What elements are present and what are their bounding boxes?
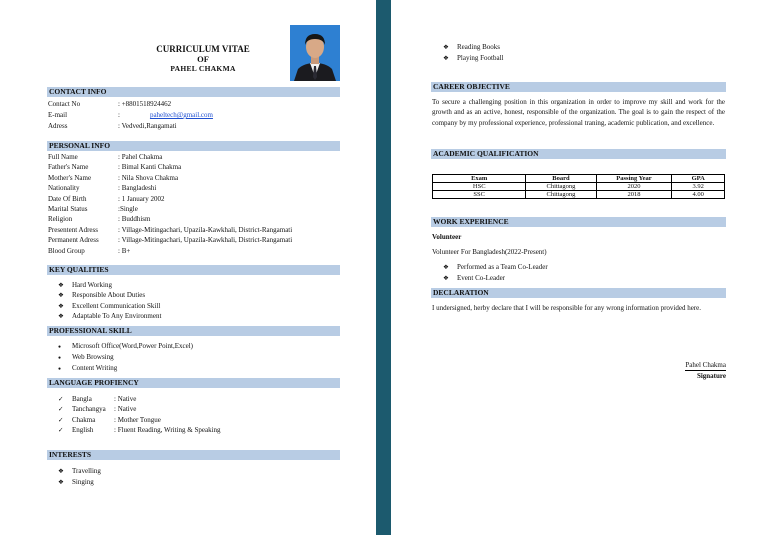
- personal-row: [48, 246, 130, 256]
- diamond-bullet-icon: ❖: [443, 44, 449, 51]
- diamond-bullet-icon: ❖: [58, 302, 64, 310]
- check-icon: ✓: [58, 406, 64, 414]
- section-qualities-heading: KEY QUALITIES: [47, 265, 340, 275]
- academic-table: [432, 174, 725, 199]
- personal-label: Religion: [48, 215, 73, 224]
- table-cell: Chittagong: [526, 183, 596, 191]
- contact-label: Adress: [48, 122, 68, 130]
- contact-label: Contact No: [48, 100, 81, 108]
- personal-value: : 1 January 2002: [118, 194, 165, 203]
- skill-text: Microsoft Office(Word,Power Point,Excel): [72, 342, 193, 350]
- language-name: Chakma: [72, 415, 96, 424]
- career-objective-text: To secure a challenging position in this organization in order to improve my skill and work for the growth and as an active, honest, responsible of the organization. The goal is to gain the respect of the company by my professional experience, professional traning, academic publication, and excellence.: [432, 98, 725, 127]
- table-row: [433, 183, 725, 191]
- language-level: : Mother Tongue: [114, 415, 161, 424]
- section-skills-heading: PROFESSIONAL SKILL: [47, 326, 340, 336]
- personal-label: Date Of Birth: [48, 194, 87, 203]
- language-level: : Native: [114, 405, 137, 414]
- section-academic-heading: ACADEMIC QUALIFICATION: [431, 149, 726, 159]
- cv-page-1: [0, 0, 376, 535]
- section-interests-heading: INTERESTS: [47, 450, 340, 460]
- academic-table-header: [433, 175, 725, 183]
- signature-label: Signature: [696, 372, 726, 380]
- personal-value: : Village-Mitingachari, Upazila-Kawkhali, District-Rangamati: [118, 225, 293, 234]
- contact-value: : Vedvedi,Rangamati: [118, 122, 177, 130]
- personal-value: : Bangladeshi: [118, 184, 157, 193]
- language-item: [58, 394, 136, 405]
- personal-row: [48, 214, 150, 224]
- table-row: [433, 191, 725, 199]
- personal-row: [48, 225, 292, 235]
- language-item: [58, 415, 161, 426]
- quality-text: Responsible About Duties: [72, 291, 146, 300]
- interest-text: Playing Football: [457, 53, 504, 62]
- signer-name: Pahel Chakma: [685, 361, 726, 369]
- section-contact-heading: CONTACT INFO: [47, 87, 340, 97]
- work-item: [443, 273, 505, 284]
- table-cell: SSC: [433, 191, 526, 199]
- personal-value: : B+: [118, 246, 131, 255]
- check-icon: ✓: [58, 416, 64, 424]
- work-text: Event Co-Leader: [457, 273, 506, 282]
- cv-page-2: [391, 0, 761, 535]
- contact-value: : +8801518924462: [118, 100, 172, 108]
- personal-row: [48, 204, 138, 214]
- table-cell: 2018: [596, 191, 672, 199]
- language-item: [58, 425, 221, 436]
- personal-label: Marital Status: [48, 205, 88, 213]
- interest-text: Travelling: [72, 467, 101, 475]
- work-text: Performed as a Team Co-Leader: [457, 263, 548, 271]
- table-cell: HSC: [433, 183, 526, 191]
- personal-value: : Buddhism: [118, 215, 151, 224]
- interest-text: Singing: [72, 477, 94, 486]
- language-name: Bangla: [72, 395, 92, 403]
- check-icon: ✓: [58, 396, 64, 403]
- dot-bullet-icon: ●: [58, 356, 62, 361]
- interest-item: [58, 466, 101, 477]
- language-name: Tanchangya: [72, 405, 106, 414]
- diamond-bullet-icon: ❖: [58, 292, 64, 300]
- contact-label: E-mail: [48, 111, 68, 119]
- work-role: Volunteer For Bangladesh(2022-Present): [432, 248, 547, 256]
- column-header: Exam: [433, 175, 526, 183]
- diamond-bullet-icon: ❖: [58, 312, 64, 320]
- table-cell: 4.00: [672, 191, 725, 199]
- section-declaration-heading: DECLARATION: [431, 288, 726, 298]
- personal-label: Presentent Adress: [48, 225, 98, 234]
- personal-value: :Single: [118, 205, 138, 213]
- work-item: [443, 262, 548, 273]
- column-header: GPA: [672, 175, 725, 183]
- interest-item: [443, 42, 500, 53]
- diamond-bullet-icon: ❖: [58, 468, 64, 475]
- check-icon: ✓: [58, 427, 64, 435]
- contact-row-address: [48, 121, 177, 131]
- cv-name: PAHEL CHAKMA: [170, 64, 236, 73]
- personal-label: Blood Group: [48, 246, 85, 255]
- column-header: Passing Year: [596, 175, 672, 183]
- personal-value: : Bimal Kanti Chakma: [118, 163, 182, 172]
- personal-label: Permanent Adress: [48, 236, 99, 245]
- table-cell: 2020: [596, 183, 672, 191]
- personal-row: [48, 152, 162, 162]
- diamond-bullet-icon: ❖: [443, 54, 449, 62]
- diamond-bullet-icon: ❖: [443, 264, 449, 271]
- skill-text: Content Writing: [72, 364, 118, 372]
- dot-bullet-icon: ●: [58, 367, 62, 372]
- quality-text: Adaptable To Any Environment: [72, 311, 162, 320]
- personal-row: [48, 173, 178, 183]
- diamond-bullet-icon: ❖: [443, 274, 449, 282]
- diamond-bullet-icon: ❖: [58, 478, 64, 486]
- personal-value: : Pahel Chakma: [118, 153, 163, 161]
- personal-row: [48, 183, 156, 193]
- section-language-heading: LANGUAGE PROFIENCY: [47, 378, 340, 388]
- cv-title-of: OF: [197, 54, 209, 64]
- quality-item: [58, 311, 161, 322]
- table-cell: Chittagong: [526, 191, 596, 199]
- contact-row-phone: [48, 99, 171, 109]
- language-level: : Fluent Reading, Writing & Speaking: [114, 426, 221, 435]
- email-link[interactable]: paheltech@gmail.com: [149, 111, 213, 119]
- language-name: English: [72, 426, 94, 435]
- language-level: : Native: [114, 395, 137, 403]
- interest-text: Reading Books: [457, 43, 500, 51]
- work-subheading: Volunteer: [432, 233, 462, 241]
- interest-item: [443, 53, 503, 64]
- personal-value: : Village-Mitingachari, Upazila-Kawkhali, District-Rangamati: [118, 236, 293, 245]
- quality-text: Excellent Communication Skill: [72, 301, 161, 310]
- skill-item: [58, 363, 117, 375]
- contact-row-email: [48, 110, 213, 120]
- section-career-heading: CAREER OBJECTIVE: [431, 82, 726, 92]
- section-personal-heading: PERSONAL INFO: [47, 141, 340, 151]
- personal-row: [48, 235, 292, 245]
- quality-text: Hard Working: [72, 281, 112, 289]
- language-item: [58, 404, 136, 415]
- profile-photo: [290, 25, 340, 81]
- diamond-bullet-icon: ❖: [58, 282, 64, 289]
- personal-label: Father's Name: [48, 163, 89, 172]
- table-cell: 3.92: [672, 183, 725, 191]
- interest-item: [58, 477, 94, 488]
- personal-value: : Nila Shova Chakma: [118, 173, 179, 182]
- personal-label: Nationality: [48, 184, 80, 193]
- personal-row: [48, 194, 164, 204]
- declaration-text: I undersigned, herby declare that I will be responsible for any wrong information provided here.: [432, 304, 702, 312]
- personal-label: Full Name: [48, 153, 78, 161]
- personal-row: [48, 162, 181, 172]
- personal-label: Mother's Name: [48, 173, 92, 182]
- skill-text: Web Browsing: [72, 353, 114, 361]
- cv-title: CURRICULUM VITAE: [156, 44, 250, 54]
- column-header: Board: [526, 175, 596, 183]
- dot-bullet-icon: ●: [58, 345, 62, 350]
- section-work-heading: WORK EXPERIENCE: [431, 217, 726, 227]
- contact-colon: :: [118, 111, 120, 119]
